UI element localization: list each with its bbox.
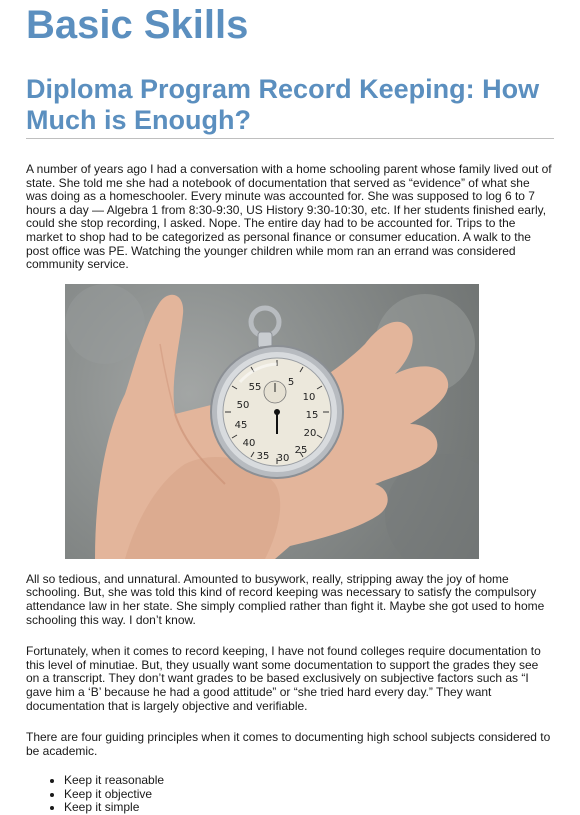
dial-number: 5 [287, 376, 295, 388]
dial-number: 10 [302, 391, 316, 403]
dial-number: 20 [303, 427, 317, 439]
stopwatch-photo-illustration [65, 284, 479, 559]
dial-number: 15 [305, 409, 319, 421]
dial-number: 50 [236, 399, 250, 411]
article-title[interactable]: Diploma Program Record Keeping: How Much is Enough? [26, 74, 554, 139]
dial-number: 55 [248, 381, 262, 393]
dial-number: 35 [256, 450, 270, 462]
list-item: • Keep it objective [64, 788, 554, 802]
intro-paragraph: A number of years ago I had a conversation with a home schooling parent whose family lived out of state. She told me she had a notebook of documentation that served as “evidence” of what she was doing as a homeschooler. Every minute was accounted for. She was supposed to log 6 to 7 hours a day — Algebra 1 from 8:30-9:30, US History 9:30-10:30, etc. If her students finished early, could she stop recording, I asked. Nope. The entire day had to be accounted for. Trips to the market to shop had to be categorized as personal finance or consumer education. A walk to the post office was PE. Watching the younger children while mom ran an errand was considered community service. [26, 162, 552, 272]
list-item: • Keep it reasonable [64, 774, 554, 788]
colleges-paragraph: Fortunately, when it comes to record keeping, I have not found colleges require documentation to this level of minutiae. But, they usually want some documentation to support the grades they see on a transcript. They don’t want grades to be based exclusively on subjective factors such as “I gave him a ‘B’ because he had a good attitude” or “she tried hard every day.” They want documentation that is largely objective and verifiable. [26, 644, 541, 713]
dial-number: 25 [294, 444, 308, 456]
dial-number: 40 [242, 437, 256, 449]
principles-list [26, 774, 554, 815]
dial-number: 45 [234, 419, 248, 431]
page [26, 0, 554, 815]
principles-intro-paragraph: There are four guiding principles when it comes to documenting high school subjects considered to be academic. [26, 730, 551, 758]
dial-number: 30 [276, 452, 290, 464]
site-title[interactable]: Basic Skills [26, 3, 249, 47]
stopwatch-in-hand-photo [65, 284, 479, 559]
list-item: • Keep it simple [64, 801, 554, 815]
tedious-paragraph: All so tedious, and unnatural. Amounted to busywork, really, stripping away the joy of home schooling. But, she was told this kind of record keeping was necessary to satisfy the compulsory attendance law in her state. She simply complied rather than fight it. Maybe she got used to home schooling this way. I don’t know. [26, 571, 545, 627]
